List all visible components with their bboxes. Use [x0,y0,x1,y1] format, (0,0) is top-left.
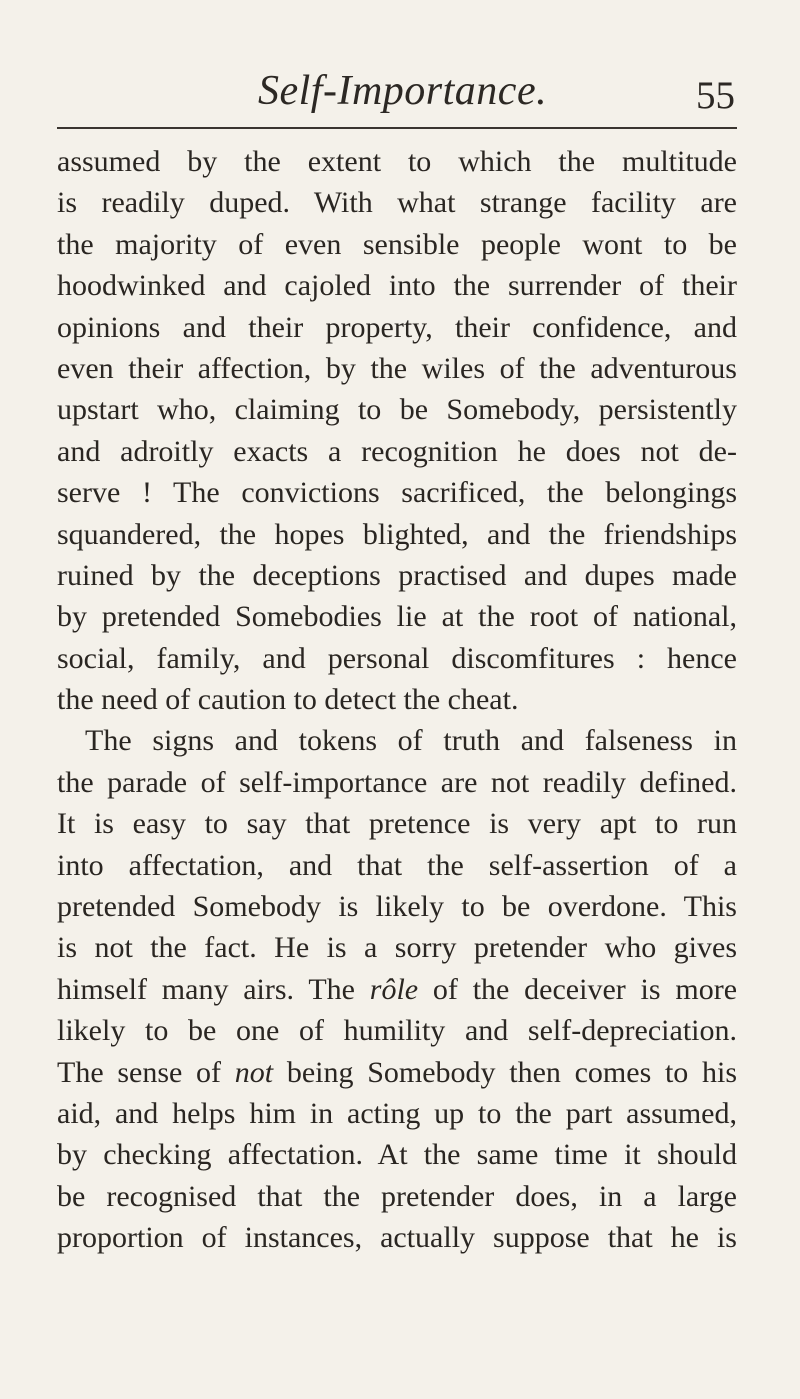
text-line: social, family, and personal discomfitures : hence [57,641,737,675]
text-line: ruined by the deceptions practised and dupes made [57,558,737,592]
text-line: is not the fact. He is a sorry pretender who gives [57,931,737,965]
text-line: hoodwinked and cajoled into the surrender of their [57,269,737,303]
paragraph-start-line: The signs and tokens of truth and falseness in [85,724,737,758]
body-text [57,141,737,1259]
text-line: by checking affectation. At the same time it should [57,1138,737,1172]
text-line-with-italic [57,1052,737,1093]
text-line: pretended Somebody is likely to be overdone. This [57,890,737,924]
text-line: opinions and their property, their confidence, and [57,310,737,344]
text-line: by pretended Somebodies lie at the root of national, [57,600,737,634]
text-segment: himself many airs. The [57,972,355,1006]
text-line: proportion of instances, actually suppose that he is [57,1221,737,1255]
text-segment: The sense of [57,1055,222,1089]
text-segment: of the deceiver is more [432,972,738,1006]
text-line: assumed by the extent to which the multitude [57,145,737,178]
text-line: aid, and helps him in acting up to the part assumed, [57,1096,737,1130]
text-line: the need of caution to detect the cheat. [57,683,519,717]
page-number: 55 [696,74,735,117]
text-line: It is easy to say that pretence is very apt to run [57,807,737,841]
text-line: upstart who, claiming to be Somebody, persistently [57,393,737,427]
text-line-with-italic [57,969,737,1010]
text-line: into affectation, and that the self-assertion of a [57,848,737,882]
text-line: likely to be one of humility and self-depreciation. [57,1014,737,1048]
text-line: and adroitly exacts a recognition he does not de- [57,434,737,468]
page-header [0,66,800,126]
text-line: is readily duped. With what strange facility are [57,186,737,220]
text-line: even their affection, by the wiles of the adventurous [57,351,737,385]
text-line: serve ! The convictions sacrificed, the belongings [57,476,737,510]
text-line: be recognised that the pretender does, in a large [57,1179,737,1213]
text-line: the majority of even sensible people wont to be [57,227,737,261]
italic-word: not [234,1055,274,1089]
running-title: Self-Importance. [258,68,548,114]
header-rule [57,127,737,129]
text-line: squandered, the hopes blighted, and the friendships [57,517,737,551]
text-segment: being Somebody then comes to his [286,1055,738,1089]
italic-word: rôle [369,972,419,1006]
text-line: the parade of self-importance are not readily defined. [57,765,737,799]
